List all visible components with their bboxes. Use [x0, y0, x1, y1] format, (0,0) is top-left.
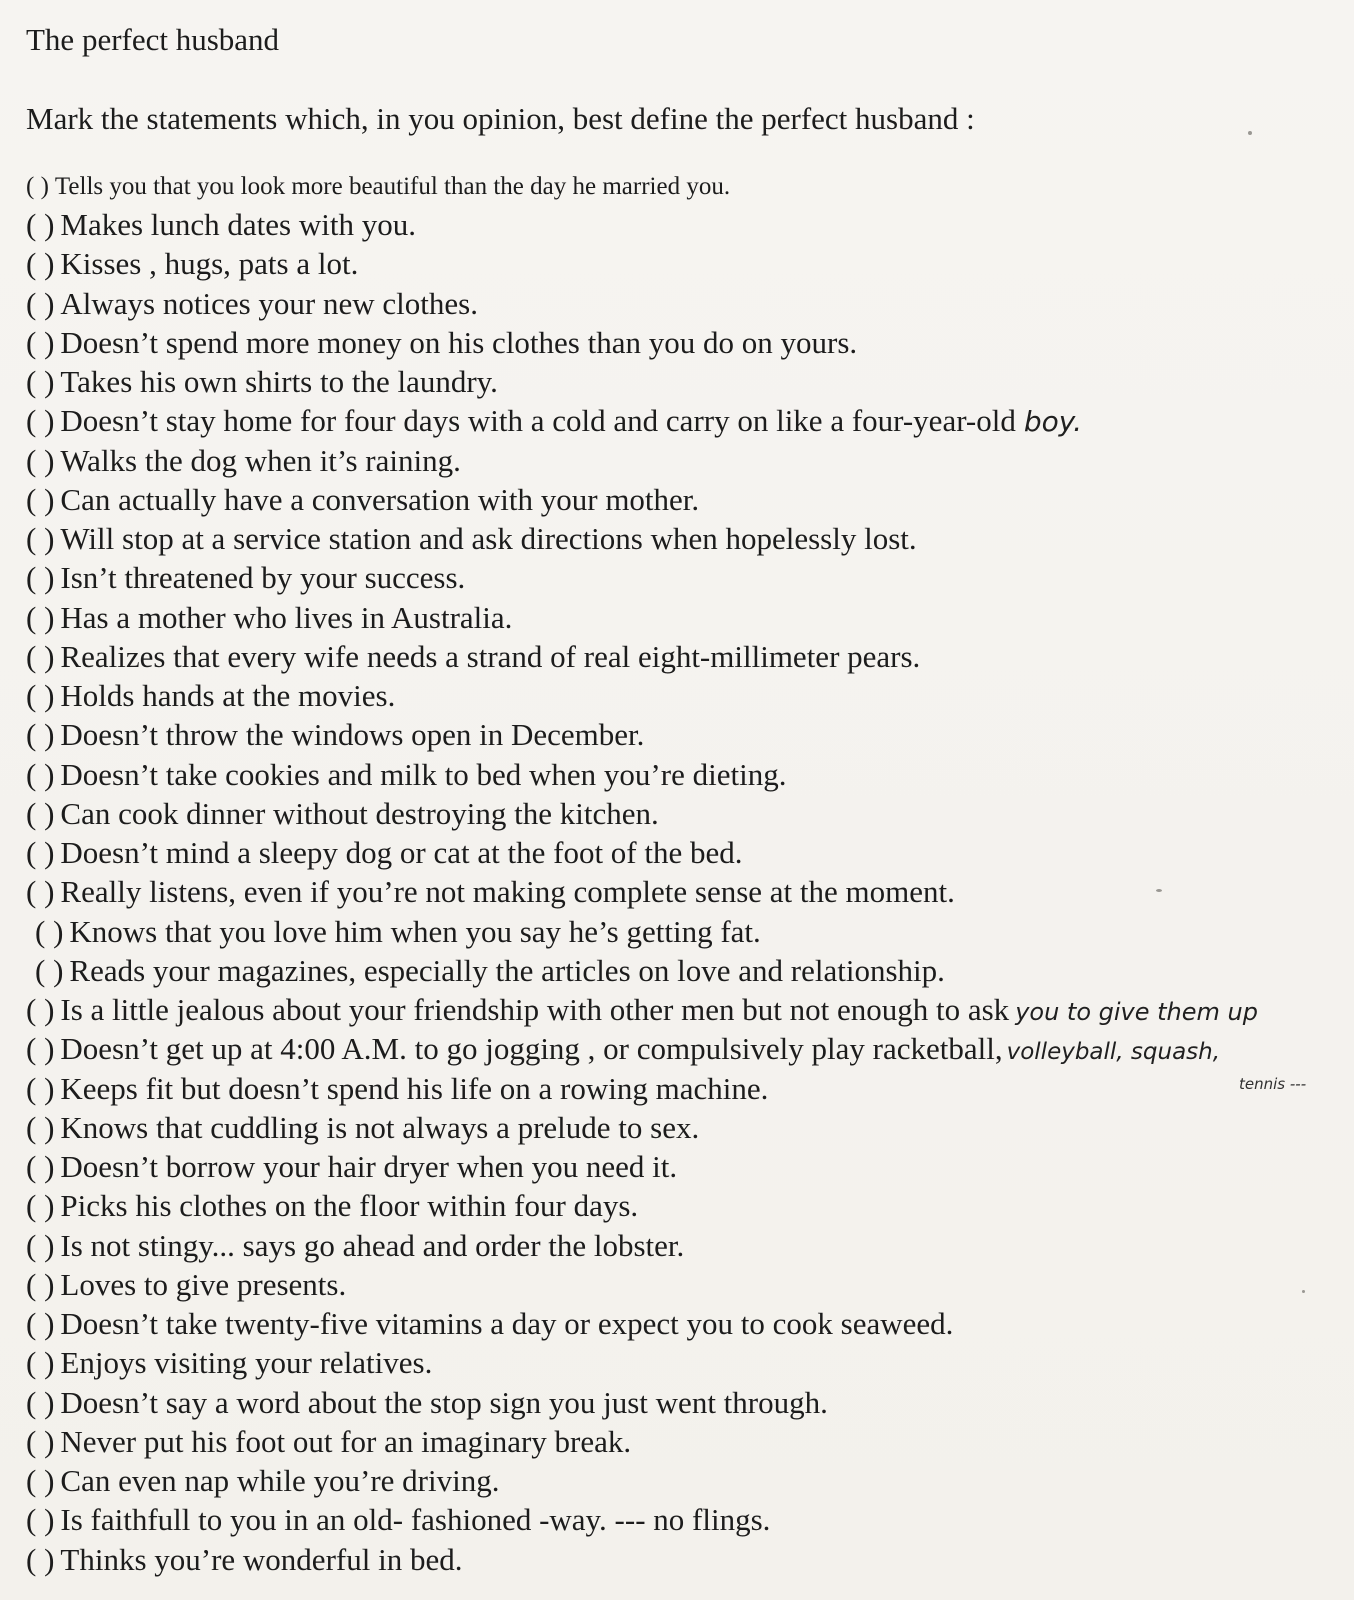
- checkbox-parentheses[interactable]: ( ): [26, 1345, 55, 1381]
- statement-item: [26, 205, 1258, 244]
- checkbox-parentheses[interactable]: ( ): [26, 874, 55, 910]
- statement-text: Doesn’t throw the windows open in December.: [60, 717, 645, 753]
- checkbox-parentheses[interactable]: ( ): [26, 992, 55, 1027]
- statement-item: [26, 794, 1258, 833]
- statement-item: [26, 323, 1258, 362]
- handwritten-annotation: boy.: [1023, 405, 1083, 439]
- statement-text: Can cook dinner without destroying the kitchen.: [60, 795, 659, 831]
- statement-text: Doesn’t take cookies and milk to bed when you’re dieting.: [60, 756, 787, 792]
- statement-text: Knows that cuddling is not always a prelude to sex.: [60, 1109, 700, 1145]
- checkbox-parentheses[interactable]: ( ): [26, 521, 55, 556]
- statements-list: [26, 205, 1258, 1579]
- statement-text: Can even nap while you’re driving.: [60, 1463, 500, 1498]
- statement-item: [26, 872, 1258, 911]
- handwritten-annotation: volleyball, squash,: [1006, 1039, 1221, 1066]
- statement-text: Enjoys visiting your relatives.: [60, 1345, 433, 1381]
- checkbox-parentheses[interactable]: ( ): [26, 403, 55, 439]
- checkbox-parentheses[interactable]: ( ): [26, 442, 55, 478]
- handwritten-margin-note: tennis ---: [1239, 1075, 1307, 1093]
- statement-text: Doesn’t spend more money on his clothes than you do on yours.: [60, 324, 858, 360]
- statement-text: Is not stingy... says go ahead and order the lobster.: [60, 1227, 685, 1263]
- statement-text: Has a mother who lives in Australia.: [60, 599, 513, 635]
- statement-item: [26, 676, 1258, 715]
- statement-item: [26, 755, 1258, 794]
- handwritten-annotation: you to give them up: [1015, 998, 1258, 1026]
- statement-text: Is a little jealous about your friendship with other men but not enough to ask: [60, 992, 1010, 1027]
- statement-item: [26, 1029, 1258, 1068]
- statement-text: Takes his own shirts to the laundry.: [60, 364, 498, 399]
- page-title: The perfect husband: [26, 22, 280, 57]
- paper-speck: [1302, 1290, 1305, 1293]
- statement-item: [26, 1343, 1258, 1382]
- statement-text: Thinks you’re wonderful in bed.: [60, 1541, 463, 1577]
- statement-text: Reads your magazines, especially the articles on love and relationship.: [69, 952, 945, 988]
- checkbox-parentheses[interactable]: ( ): [26, 1266, 55, 1302]
- statement-item: [26, 244, 1258, 283]
- statement-text: Realizes that every wife needs a strand of real eight-millimeter pears.: [60, 638, 921, 674]
- statement-item: [26, 1265, 1258, 1304]
- statement-text: Holds hands at the movies.: [60, 678, 396, 713]
- statement-text: Isn’t threatened by your success.: [60, 560, 466, 596]
- checkbox-parentheses[interactable]: ( ): [26, 1070, 55, 1106]
- statement-item: [26, 715, 1258, 754]
- statement-text: Really listens, even if you’re not making complete sense at the moment.: [60, 874, 955, 910]
- statement-item: [26, 1461, 1258, 1500]
- statement-item: [26, 1186, 1258, 1225]
- checkbox-parentheses[interactable]: ( ): [26, 1502, 55, 1538]
- checkbox-parentheses[interactable]: ( ): [26, 207, 55, 242]
- statement-text: Knows that you love him when you say he’s getting fat.: [69, 913, 761, 949]
- statement-item: [26, 1383, 1258, 1422]
- statement-text: Loves to give presents.: [60, 1266, 347, 1302]
- statement-item: [26, 1422, 1258, 1461]
- statement-item: [26, 480, 1258, 519]
- checkbox-parentheses[interactable]: ( ): [26, 717, 55, 753]
- statement-item: [26, 1108, 1258, 1147]
- statement-item: [26, 171, 730, 203]
- statement-text: Makes lunch dates with you.: [60, 207, 416, 242]
- checkbox-parentheses[interactable]: ( ): [35, 952, 64, 988]
- statement-item: [26, 833, 1258, 872]
- checkbox-parentheses[interactable]: ( ): [26, 560, 55, 596]
- statement-item: [26, 1226, 1258, 1265]
- statement-item: [26, 951, 1258, 990]
- checkbox-parentheses[interactable]: ( ): [26, 1109, 55, 1145]
- statement-item: [26, 1069, 1258, 1108]
- statement-item: [26, 1304, 1258, 1343]
- statement-item: [26, 284, 1258, 323]
- checkbox-parentheses[interactable]: ( ): [26, 756, 55, 792]
- checkbox-parentheses[interactable]: ( ): [35, 913, 64, 949]
- statement-item: [26, 598, 1258, 637]
- statement-text: Is faithfull to you in an old- fashioned -way. --- no flings.: [60, 1502, 771, 1538]
- checkbox-parentheses[interactable]: ( ): [26, 835, 55, 870]
- statement-text: Doesn’t get up at 4:00 A.M. to go jogging , or compulsively play racketball,: [60, 1031, 1003, 1067]
- statement-text: Can actually have a conversation with your mother.: [60, 481, 700, 517]
- checkbox-parentheses[interactable]: ( ): [26, 285, 55, 321]
- statement-text: Doesn’t stay home for four days with a cold and carry on like a four-year-old: [60, 403, 1016, 439]
- checkbox-parentheses[interactable]: ( ): [26, 1031, 55, 1067]
- statement-item: [26, 990, 1258, 1029]
- checkbox-parentheses[interactable]: ( ): [26, 364, 55, 399]
- statement-text: Keeps fit but doesn’t spend his life on a rowing machine.: [60, 1070, 769, 1106]
- checkbox-parentheses[interactable]: ( ): [26, 1384, 55, 1420]
- checkbox-parentheses[interactable]: ( ): [26, 1227, 55, 1263]
- statement-item: [26, 362, 1258, 401]
- checkbox-parentheses[interactable]: ( ): [26, 1541, 55, 1577]
- checkbox-parentheses[interactable]: ( ): [26, 1463, 55, 1498]
- statement-text: Always notices your new clothes.: [60, 285, 478, 321]
- checkbox-parentheses[interactable]: ( ): [26, 246, 55, 282]
- statement-text: Doesn’t borrow your hair dryer when you need it.: [60, 1149, 678, 1184]
- statement-text: Walks the dog when it’s raining.: [60, 442, 461, 478]
- statement-item: [26, 1540, 1258, 1579]
- statement-item: [26, 912, 1258, 951]
- checkbox-parentheses[interactable]: ( ): [26, 1188, 55, 1224]
- checkbox-parentheses[interactable]: ( ): [26, 795, 55, 831]
- statement-text: Doesn’t mind a sleepy dog or cat at the foot of the bed.: [60, 835, 743, 870]
- checkbox-parentheses[interactable]: ( ): [26, 638, 55, 674]
- checkbox-parentheses[interactable]: ( ): [26, 1306, 55, 1341]
- checkbox-parentheses[interactable]: ( ): [26, 1149, 55, 1184]
- paper-speck: [1156, 889, 1162, 892]
- statement-item: [26, 1500, 1258, 1539]
- statement-text: Kisses , hugs, pats a lot.: [60, 246, 359, 282]
- statement-text: Never put his foot out for an imaginary break.: [60, 1423, 632, 1459]
- statement-item: [26, 519, 1258, 558]
- statement-item: [26, 558, 1258, 597]
- checkbox-parentheses[interactable]: ( ): [26, 678, 55, 713]
- checkbox-parentheses[interactable]: ( ): [26, 324, 55, 360]
- checkbox-parentheses[interactable]: ( ): [26, 173, 49, 200]
- checkbox-parentheses[interactable]: ( ): [26, 599, 55, 635]
- checkbox-parentheses[interactable]: ( ): [26, 1423, 55, 1459]
- statement-text: Doesn’t take twenty-five vitamins a day or expect you to cook seaweed.: [60, 1306, 954, 1341]
- statement-text: Will stop at a service station and ask directions when hopelessly lost.: [60, 521, 917, 556]
- statement-item: [26, 401, 1258, 440]
- statement-text: Picks his clothes on the floor within four days.: [60, 1188, 639, 1224]
- statement-item: [26, 637, 1258, 676]
- statement-text: Tells you that you look more beautiful than the day he married you.: [54, 173, 731, 200]
- statement-text: Doesn’t say a word about the stop sign you just went through.: [60, 1384, 828, 1420]
- instruction-text: Mark the statements which, in you opinion, best define the perfect husband :: [26, 101, 975, 136]
- statement-item: [26, 1147, 1258, 1186]
- checkbox-parentheses[interactable]: ( ): [26, 481, 55, 517]
- statement-item: [26, 441, 1258, 480]
- paper-speck: [1248, 131, 1252, 135]
